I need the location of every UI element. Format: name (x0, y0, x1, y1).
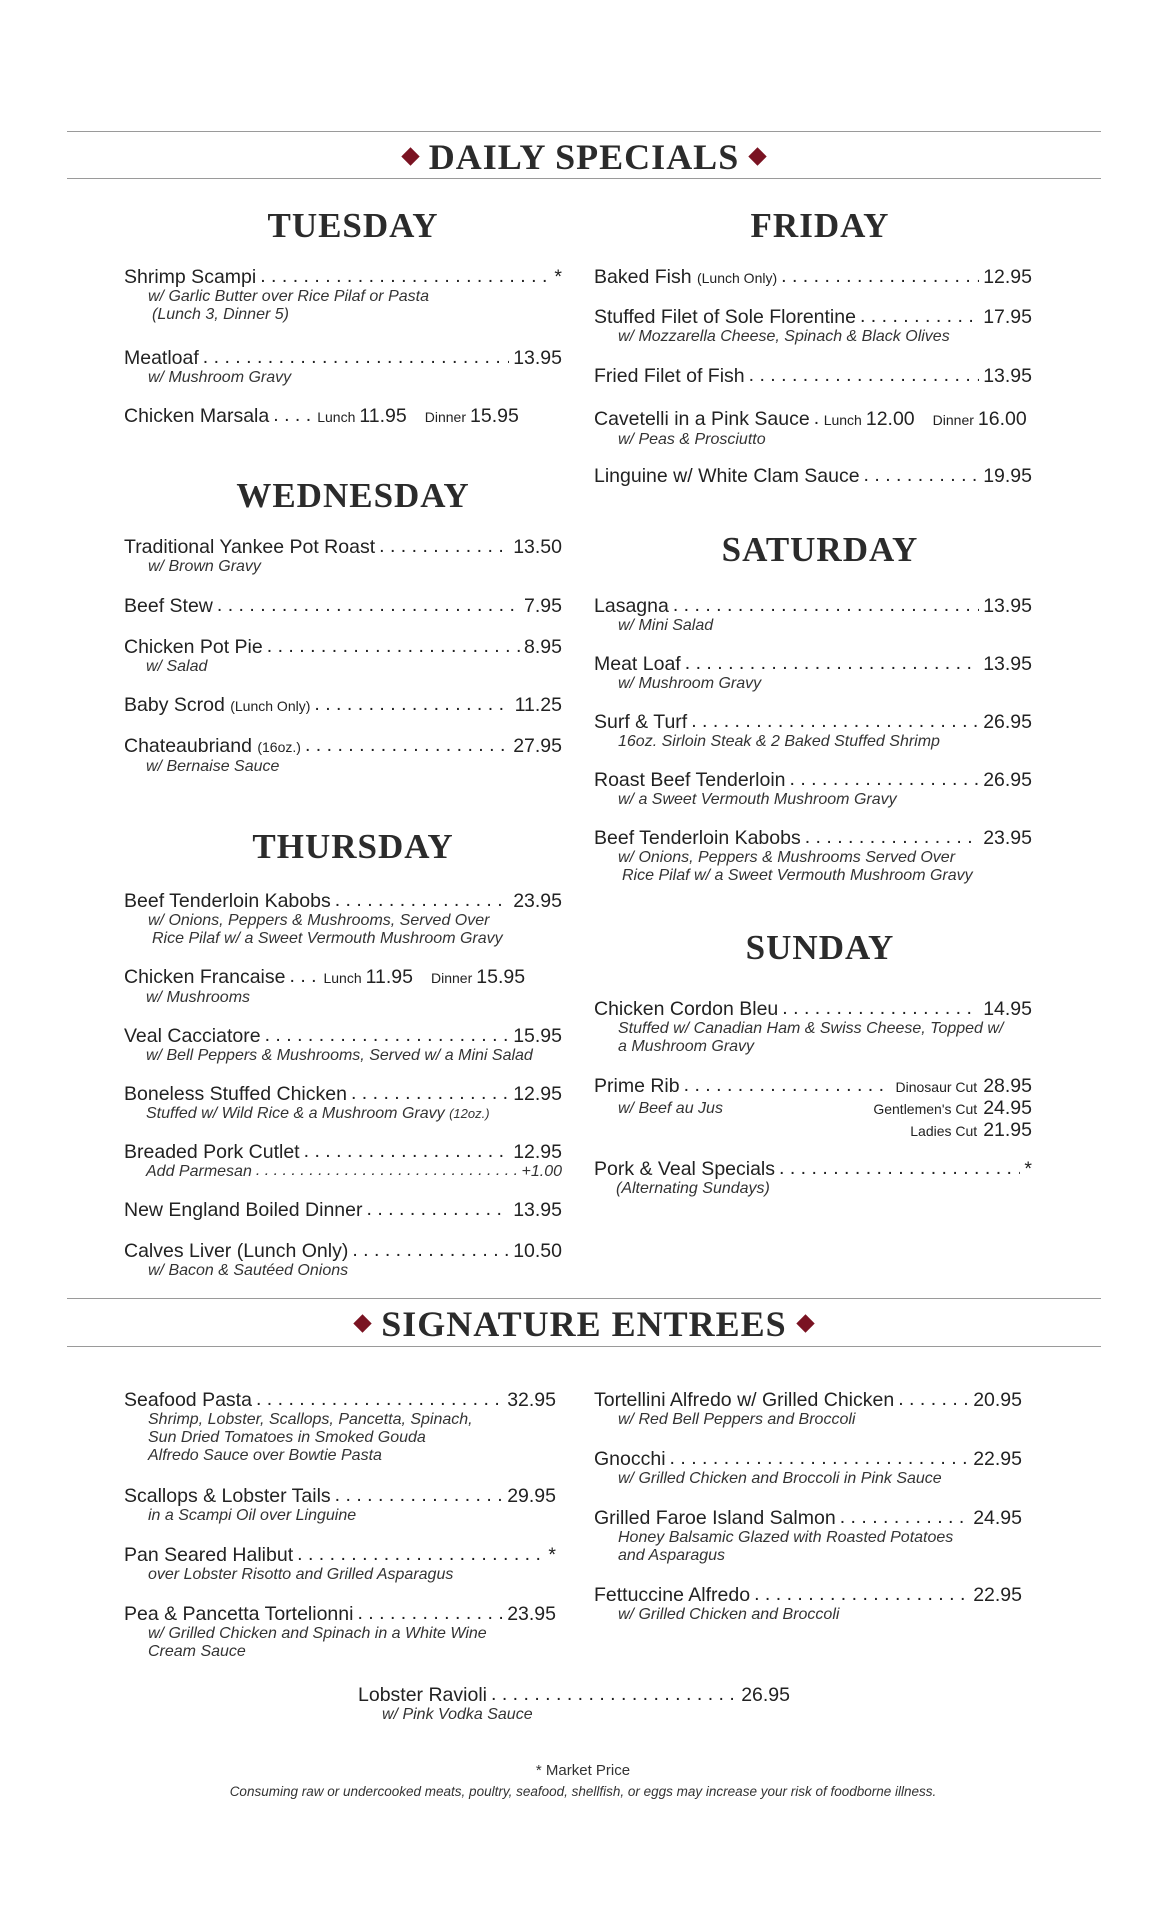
item-description: w/ Grilled Chicken and Broccoli in Pink Sauce (618, 1470, 942, 1487)
menu-item (124, 1141, 562, 1181)
item-name: Chicken Pot Pie (124, 636, 263, 658)
menu-item (124, 1485, 556, 1525)
item-name: Calves Liver (Lunch Only) (124, 1240, 349, 1262)
item-description: Shrimp, Lobster, Scallops, Pancetta, Spinach, (148, 1411, 473, 1428)
addon-label: Add Parmesan (146, 1163, 252, 1180)
item-price: 23.95 (513, 890, 562, 912)
diamond-icon (796, 1315, 814, 1333)
item-description: over Lobster Risotto and Grilled Asparagus (148, 1566, 454, 1583)
item-name: Gnocchi (594, 1448, 666, 1470)
item-description: w/ Beef au Jus (618, 1100, 723, 1117)
day-heading-friday: FRIDAY (750, 206, 890, 245)
dinner-price: 15.95 (476, 966, 526, 988)
item-name: Breaded Pork Cutlet (124, 1141, 300, 1163)
menu-item (124, 1083, 562, 1123)
item-name: Shrimp Scampi (124, 266, 257, 288)
item-price: 13.50 (513, 536, 562, 558)
cut-price: 21.95 (983, 1119, 1032, 1141)
item-description: Cream Sauce (148, 1643, 246, 1660)
menu-item (594, 1448, 1022, 1488)
menu-item (594, 266, 1032, 289)
item-name: Boneless Stuffed Chicken (124, 1083, 347, 1105)
item-price: * (1024, 1158, 1032, 1180)
cut-label: Gentlemen's Cut (873, 1101, 978, 1117)
item-price: 23.95 (983, 827, 1032, 849)
signature-entrees-heading (67, 1306, 1101, 1342)
item-name: Fried Filet of Fish (594, 365, 745, 387)
signature-entrees-title: SIGNATURE ENTREES (381, 1304, 787, 1344)
item-note: (12oz.) (449, 1106, 490, 1121)
item-name: Lasagna (594, 595, 669, 617)
menu-item (124, 890, 562, 948)
item-description: w/ Bacon & Sautéed Onions (148, 1262, 349, 1279)
item-description: Honey Balsamic Glazed with Roasted Potatoes (618, 1529, 954, 1546)
menu-item (124, 266, 562, 324)
lunch-label: Lunch (317, 409, 356, 425)
daily-specials-heading (67, 139, 1101, 175)
item-description: Alfredo Sauce over Bowtie Pasta (148, 1447, 382, 1464)
item-name: Meat Loaf (594, 653, 681, 675)
item-name: Chicken Francaise (124, 966, 286, 988)
item-price: 15.95 (513, 1025, 562, 1047)
item-price: * (554, 266, 562, 288)
item-description: (Lunch 3, Dinner 5) (152, 306, 289, 323)
item-price: 24.95 (973, 1507, 1022, 1529)
item-price: 10.50 (513, 1240, 562, 1262)
item-description: w/ a Sweet Vermouth Mushroom Gravy (618, 791, 897, 808)
day-heading-tuesday: TUESDAY (267, 206, 439, 245)
menu-item (594, 365, 1032, 387)
item-price: 13.95 (983, 595, 1032, 617)
dinner-label: Dinner (424, 409, 466, 425)
item-price: 13.95 (983, 365, 1032, 387)
item-description: 16oz. Sirloin Steak & 2 Baked Stuffed Shrimp (618, 733, 940, 750)
item-description: in a Scampi Oil over Linguine (148, 1507, 357, 1524)
market-price-note: * Market Price (535, 1762, 631, 1779)
item-price: 26.95 (741, 1684, 790, 1706)
signature-bottom-rule (67, 1346, 1101, 1347)
item-price: 7.95 (524, 595, 562, 617)
diamond-icon (401, 148, 419, 166)
item-name: Chicken Marsala (124, 405, 270, 427)
item-price: 19.95 (983, 465, 1032, 487)
item-name: Baked Fish (594, 266, 692, 288)
addon-price: +1.00 (521, 1163, 562, 1180)
menu-item (124, 1199, 562, 1221)
cut-price: 28.95 (983, 1075, 1032, 1097)
item-name: Roast Beef Tenderloin (594, 769, 786, 791)
item-description: (Alternating Sundays) (616, 1180, 770, 1197)
item-note: (Lunch Only) (696, 270, 778, 286)
daily-specials-rule (67, 178, 1101, 179)
cut-label: Ladies Cut (910, 1123, 978, 1139)
menu-item (594, 595, 1032, 635)
item-name: Meatloaf (124, 347, 199, 369)
diamond-icon (354, 1315, 372, 1333)
item-price: 12.95 (513, 1141, 562, 1163)
item-description: Rice Pilaf w/ a Sweet Vermouth Mushroom Gravy (152, 930, 503, 947)
menu-item (594, 653, 1032, 693)
item-price: 12.95 (983, 266, 1032, 288)
item-name: Beef Stew (124, 595, 213, 617)
menu-item (124, 735, 562, 776)
item-description: w/ Garlic Butter over Rice Pilaf or Pasta (148, 288, 429, 305)
item-name: Fettuccine Alfredo (594, 1584, 751, 1606)
item-description: w/ Peas & Prosciutto (618, 431, 766, 448)
menu-item-prime-rib (594, 1075, 1032, 1142)
item-name: Chateaubriand (124, 735, 252, 757)
item-name: Baby Scrod (124, 694, 225, 716)
day-heading-sunday: SUNDAY (745, 928, 895, 967)
item-price: 13.95 (513, 1199, 562, 1221)
lunch-label: Lunch (323, 970, 362, 986)
item-description: w/ Brown Gravy (148, 558, 261, 575)
menu-item (594, 465, 1032, 487)
dinner-price: 16.00 (977, 408, 1027, 430)
lunch-price: 11.95 (359, 405, 407, 427)
item-description: a Mushroom Gravy (618, 1038, 755, 1055)
menu-item (124, 966, 562, 1007)
menu-item (124, 694, 562, 717)
item-price: 22.95 (973, 1584, 1022, 1606)
item-description: w/ Grilled Chicken and Broccoli (618, 1606, 840, 1623)
item-name: Surf & Turf (594, 711, 688, 733)
item-price: 23.95 (507, 1603, 556, 1625)
item-description: w/ Onions, Peppers & Mushrooms Served Over (618, 849, 956, 866)
item-description: and Asparagus (618, 1547, 726, 1564)
item-description: w/ Grilled Chicken and Spinach in a White Wine (148, 1625, 487, 1642)
menu-item (124, 1240, 562, 1280)
item-price: 26.95 (983, 769, 1032, 791)
day-heading-saturday: SATURDAY (721, 530, 919, 569)
item-description: Sun Dried Tomatoes in Smoked Gouda (148, 1429, 426, 1446)
menu-item (594, 769, 1032, 809)
menu-item (124, 347, 562, 387)
signature-top-rule (67, 1298, 1101, 1299)
item-price: 27.95 (513, 735, 562, 757)
menu-item (594, 827, 1032, 885)
item-name: Stuffed Filet of Sole Florentine (594, 306, 856, 328)
item-description: w/ Bernaise Sauce (146, 758, 280, 775)
menu-item (594, 1507, 1022, 1565)
menu-item (594, 711, 1032, 751)
item-description: w/ Bell Peppers & Mushrooms, Served w/ a Mini Salad (146, 1047, 533, 1064)
item-name: Pork & Veal Specials (594, 1158, 776, 1180)
item-description: w/ Onions, Peppers & Mushrooms, Served Over (148, 912, 490, 929)
menu-item (594, 408, 1032, 449)
item-name: Lobster Ravioli (358, 1684, 487, 1706)
item-price: 11.25 (514, 694, 562, 716)
day-heading-thursday: THURSDAY (252, 827, 454, 866)
item-name: Grilled Faroe Island Salmon (594, 1507, 836, 1529)
item-name: Linguine w/ White Clam Sauce (594, 465, 860, 487)
item-price: * (548, 1544, 556, 1566)
lunch-price: 11.95 (365, 966, 413, 988)
menu-item (594, 306, 1032, 346)
dinner-price: 15.95 (470, 405, 519, 427)
item-name: Chicken Cordon Bleu (594, 998, 779, 1020)
menu-item (124, 1025, 562, 1065)
item-description: Rice Pilaf w/ a Sweet Vermouth Mushroom Gravy (622, 867, 973, 884)
menu-item (594, 1584, 1022, 1624)
item-name: Prime Rib (594, 1075, 680, 1097)
item-price: 12.95 (513, 1083, 562, 1105)
menu-item (124, 405, 562, 428)
item-description: w/ Mushroom Gravy (618, 675, 762, 692)
item-price: 17.95 (983, 306, 1032, 328)
item-price: 32.95 (507, 1389, 556, 1411)
item-name: Pea & Pancetta Tortelionni (124, 1603, 354, 1625)
item-description: w/ Pink Vodka Sauce (382, 1706, 533, 1723)
diamond-icon (749, 148, 767, 166)
item-note: (16oz.) (257, 739, 301, 755)
item-description: w/ Mini Salad (618, 617, 714, 634)
menu-item (358, 1684, 790, 1724)
cut-price: 24.95 (983, 1097, 1032, 1119)
menu-item (124, 1544, 556, 1584)
dinner-label: Dinner (431, 970, 473, 986)
menu-item (124, 1389, 556, 1465)
item-description: w/ Red Bell Peppers and Broccoli (618, 1411, 856, 1428)
item-name: Traditional Yankee Pot Roast (124, 536, 376, 558)
menu-item (124, 636, 562, 676)
item-name: Veal Cacciatore (124, 1025, 261, 1047)
daily-specials-title: DAILY SPECIALS (428, 137, 740, 177)
item-price: 26.95 (983, 711, 1032, 733)
item-name: Seafood Pasta (124, 1389, 252, 1411)
food-safety-disclaimer: Consuming raw or undercooked meats, poultry, seafood, shellfish, or eggs may increase your risk of foodborne illness. (229, 1784, 937, 1799)
item-description: w/ Mushrooms (146, 989, 251, 1006)
menu-item (124, 536, 562, 576)
top-rule (67, 131, 1101, 132)
lunch-label: Lunch (823, 412, 862, 428)
item-price: 13.95 (513, 347, 562, 369)
item-description: w/ Salad (146, 658, 208, 675)
item-description: Stuffed w/ Canadian Ham & Swiss Cheese, Topped w/ (618, 1020, 1004, 1037)
menu-item (594, 998, 1032, 1056)
item-name: Tortellini Alfredo w/ Grilled Chicken (594, 1389, 895, 1411)
item-price: 20.95 (973, 1389, 1022, 1411)
menu-item (124, 1603, 556, 1661)
cut-label: Dinosaur Cut (895, 1079, 978, 1095)
item-description: Stuffed w/ Wild Rice & a Mushroom Gravy (146, 1105, 445, 1122)
lunch-price: 12.00 (865, 408, 915, 430)
item-price: 8.95 (524, 636, 562, 658)
dinner-label: Dinner (932, 412, 974, 428)
menu-item (594, 1158, 1032, 1198)
item-description: w/ Mushroom Gravy (148, 369, 292, 386)
item-note: (Lunch Only) (230, 698, 311, 714)
item-name: Beef Tenderloin Kabobs (124, 890, 331, 912)
item-price: 29.95 (507, 1485, 556, 1507)
item-name: Scallops & Lobster Tails (124, 1485, 331, 1507)
item-price: 13.95 (983, 653, 1032, 675)
item-name: New England Boiled Dinner (124, 1199, 363, 1221)
item-price: 14.95 (983, 998, 1032, 1020)
menu-item (594, 1389, 1022, 1429)
menu-item (124, 595, 562, 617)
item-name: Pan Seared Halibut (124, 1544, 294, 1566)
item-price: 22.95 (973, 1448, 1022, 1470)
item-name: Beef Tenderloin Kabobs (594, 827, 801, 849)
item-description: w/ Mozzarella Cheese, Spinach & Black Olives (618, 328, 950, 345)
day-heading-wednesday: WEDNESDAY (236, 476, 470, 515)
item-name: Cavetelli in a Pink Sauce (594, 408, 810, 430)
